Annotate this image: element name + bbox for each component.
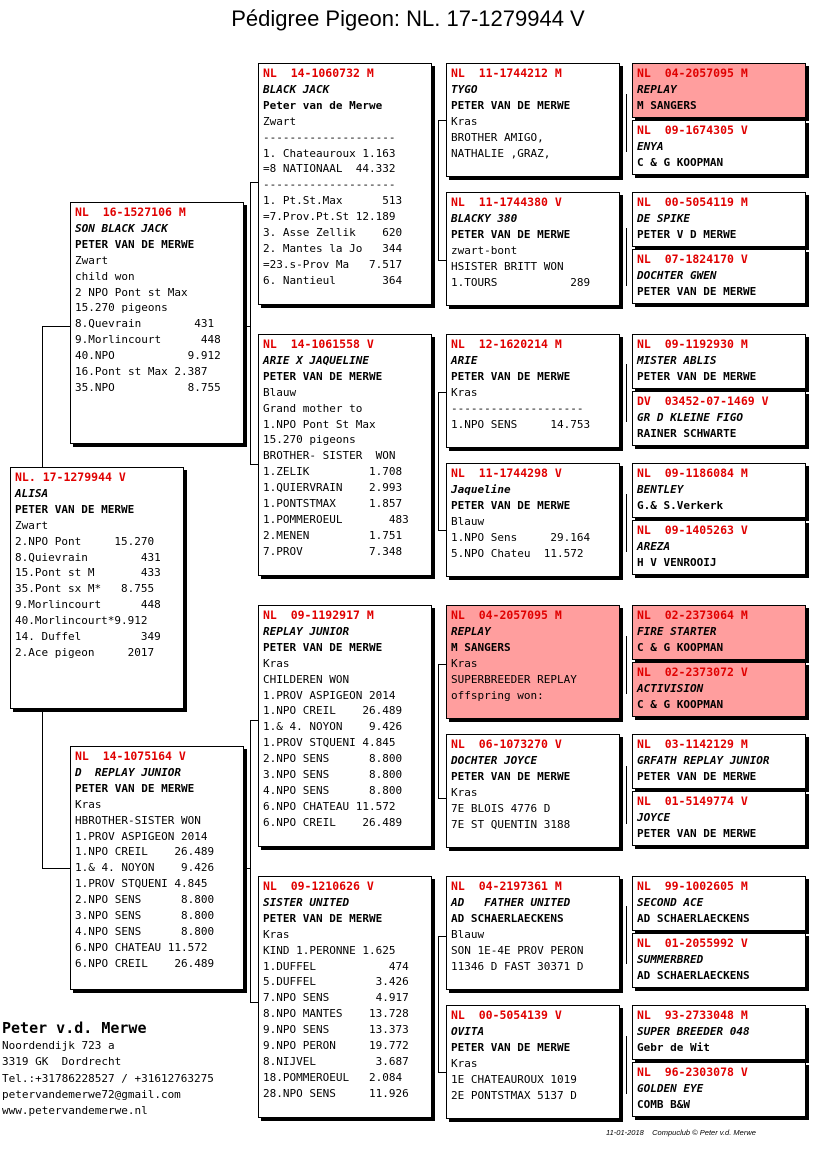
ring-number: NL 01-2055992 V [637, 936, 748, 950]
info-line: 15.270 pigeons [75, 301, 168, 315]
connector [42, 326, 70, 327]
info-line: 8.NIJVEL 3.687 [263, 1054, 409, 1068]
info-line: Kras [451, 114, 478, 128]
breeder: PETER VAN DE MERWE [263, 911, 383, 925]
pigeon-card-g7 [632, 463, 806, 518]
info-line: 40.NPO 9.912 [75, 349, 221, 363]
info-line: 6.NPO CHATEAU 11.572 [75, 940, 208, 954]
info-line: 6. Nantieul 364 [263, 273, 403, 287]
info-line: child won [75, 269, 135, 283]
ring-number: NL 04-2057095 M [451, 608, 562, 622]
pigeon-name: TYGO [451, 82, 478, 96]
pigeon-name: D REPLAY JUNIOR [75, 765, 181, 779]
pigeon-card-sds [446, 334, 620, 448]
pigeon-card-g3 [632, 192, 806, 247]
info-line: 1.& 4. NOYON 9.426 [75, 861, 215, 875]
breeder: AD SCHAERLAECKENS [451, 911, 564, 925]
info-line: Blauw [451, 927, 485, 941]
pigeon-name: FIRE STARTER [637, 624, 717, 638]
pigeon-name: Jaqueline [451, 482, 511, 496]
connector [438, 120, 446, 121]
pigeon-card-sd [258, 334, 432, 576]
pigeon-card-g10 [632, 662, 806, 717]
pigeon-name: ARIE X JAQUELINE [263, 353, 369, 367]
pigeon-card-g16 [632, 1062, 806, 1117]
info-line: NATHALIE ,GRAZ, [451, 146, 551, 160]
connector [438, 936, 446, 937]
breeder: PETER VAN DE MERWE [451, 769, 571, 783]
pigeon-card-ddd [446, 1005, 620, 1119]
info-line: 1.PROV ASPIGEON 2014 [263, 688, 396, 702]
owner-info [2, 1018, 214, 1119]
pigeon-name: BLACKY 380 [451, 211, 518, 225]
info-line: Kras [451, 1056, 478, 1070]
breeder: PETER VAN DE MERWE [263, 640, 383, 654]
connector [42, 326, 43, 471]
info-line: 4.NPO SENS 8.800 [263, 783, 403, 797]
pigeon-name: REPLAY [451, 624, 491, 638]
pigeon-card-g13 [632, 876, 806, 931]
ring-number: NL 96-2303078 V [637, 1065, 748, 1079]
pigeon-name: JOYCE [637, 810, 671, 824]
ring-number: NL 09-1674305 V [637, 123, 748, 137]
ring-number: NL 11-1744380 V [451, 195, 562, 209]
pigeon-name: SISTER UNITED [263, 895, 350, 909]
owner-email: petervandemerwe72@gmail.com [2, 1087, 181, 1101]
breeder: PETER VAN DE MERWE [637, 284, 757, 298]
pigeon-card-ss [258, 63, 432, 305]
info-line: 5.DUFFEL 3.426 [263, 975, 409, 989]
ring-number: NL 07-1824170 V [637, 252, 748, 266]
pigeon-card-dsd [446, 734, 620, 848]
pigeon-card-g1 [632, 63, 806, 118]
info-line: 14. Duffel 349 [15, 630, 161, 644]
breeder: PETER VAN DE MERWE [15, 502, 135, 516]
connector [438, 392, 439, 530]
breeder: PETER VAN DE MERWE [263, 369, 383, 383]
breeder: G.& S.Verkerk [637, 498, 724, 512]
ring-number: NL 00-5054119 M [637, 195, 748, 209]
connector [250, 464, 258, 465]
connector [438, 530, 446, 531]
page-title: Pédigree Pigeon: NL. 17-1279944 V [231, 6, 585, 31]
info-line: 4.NPO SENS 8.800 [75, 924, 215, 938]
info-line: Kras [263, 927, 290, 941]
pigeon-name: ARIE [451, 353, 478, 367]
ring-number: NL 06-1073270 V [451, 737, 562, 751]
info-line: -------------------- [263, 130, 396, 144]
ring-number: NL 00-5054139 V [451, 1008, 562, 1022]
pigeon-name: SON BLACK JACK [75, 221, 168, 235]
ring-number: NL 09-1210626 V [263, 879, 374, 893]
pigeon-name: BLACK JACK [263, 82, 330, 96]
ring-number: NL 09-1405263 V [637, 523, 748, 537]
breeder: PETER VAN DE MERWE [451, 369, 571, 383]
info-line: 28.NPO SENS 11.926 [263, 1086, 409, 1100]
pigeon-card-sdd [446, 463, 620, 577]
breeder: AD SCHAERLAECKENS [637, 911, 750, 925]
info-line: 7.NPO SENS 4.917 [263, 991, 409, 1005]
pigeon-card-dss [446, 605, 620, 719]
ring-number: NL 09-1192917 M [263, 608, 374, 622]
pigeon-name: DOCHTER JOYCE [451, 753, 538, 767]
pigeon-card-g15 [632, 1005, 806, 1060]
ring-number: NL 04-2197361 M [451, 879, 562, 893]
pigeon-name: MISTER ABLIS [637, 353, 717, 367]
breeder: M SANGERS [451, 640, 511, 654]
connector [626, 228, 627, 286]
info-line: 1.NPO CREIL 26.489 [75, 845, 215, 859]
pigeon-card-dds [446, 876, 620, 990]
connector [438, 664, 446, 665]
pigeon-name: REPLAY [637, 82, 677, 96]
ring-number: NL 14-1060732 M [263, 66, 374, 80]
info-line: BROTHER- SISTER WON [263, 449, 396, 463]
breeder: H V VENROOIJ [637, 555, 717, 569]
info-line: 1.PROV STQUENI 4.845 [263, 736, 396, 750]
info-line: 1.& 4. NOYON 9.426 [263, 720, 403, 734]
info-line: 35.NPO 8.755 [75, 380, 221, 394]
info-line: 9.Morlincourt 448 [75, 333, 221, 347]
pigeon-card-g9 [632, 605, 806, 660]
ring-number: NL 12-1620214 M [451, 337, 562, 351]
info-line: 1.NPO Sens 29.164 [451, 530, 591, 544]
connector [438, 1072, 446, 1073]
breeder: PETER VAN DE MERWE [637, 769, 757, 783]
info-line: Grand mother to [263, 401, 363, 415]
breeder: M SANGERS [637, 98, 697, 112]
pigeon-card-g6 [632, 391, 806, 446]
pigeon-name: GR D KLEINE FIGO [637, 410, 743, 424]
ring-number: NL 14-1075164 V [75, 749, 186, 763]
info-line: 1.PROV ASPIGEON 2014 [75, 829, 208, 843]
pigeon-card-g8 [632, 520, 806, 575]
ring-number: NL 11-1744298 V [451, 466, 562, 480]
info-line: 1.PROV STQUENI 4.845 [75, 877, 208, 891]
pigeon-name: AD FATHER UNITED [451, 895, 571, 909]
pigeon-name: SUMMERBRED [637, 952, 704, 966]
connector [626, 494, 627, 552]
breeder: RAINER SCHWARTE [637, 426, 737, 440]
pigeon-card-subject [10, 467, 184, 709]
connector [438, 798, 446, 799]
info-line: 2E PONTSTMAX 5137 D [451, 1088, 577, 1102]
info-line: 15.Pont st M 433 [15, 566, 161, 580]
info-line: 3.NPO SENS 8.800 [263, 768, 403, 782]
info-line: 2.NPO SENS 8.800 [75, 893, 215, 907]
info-line: 3. Asse Zellik 620 [263, 226, 403, 240]
info-line: 1.POMMEROEUL 483 [263, 512, 409, 526]
connector [42, 868, 70, 869]
pigeon-card-sss [446, 63, 620, 177]
breeder: PETER V D MERWE [637, 227, 737, 241]
breeder: C & G KOOPMAN [637, 697, 724, 711]
pigeon-name: REPLAY JUNIOR [263, 624, 350, 638]
info-line: zwart-bont [451, 243, 518, 257]
info-line: 35.Pont sx M* 8.755 [15, 582, 155, 596]
breeder: PETER VAN DE MERWE [451, 98, 571, 112]
pigeon-name: ENYA [637, 139, 664, 153]
info-line: 7E BLOIS 4776 D [451, 801, 551, 815]
footer-credit: 11-01-2018 Compuclub © Peter v.d. Merwe [606, 1128, 756, 1137]
breeder: AD SCHAERLAECKENS [637, 968, 750, 982]
ring-number: NL 02-2373072 V [637, 665, 748, 679]
info-line: 8.NPO MANTES 13.728 [263, 1007, 409, 1021]
info-line: 9.NPO SENS 13.373 [263, 1023, 409, 1037]
info-line: 1.PONTSTMAX 1.857 [263, 497, 403, 511]
pigeon-card-sire [70, 202, 244, 444]
ring-number: DV 03452-07-1469 V [637, 394, 769, 408]
info-line: Blauw [451, 514, 485, 528]
connector [250, 182, 258, 183]
info-line: 2.NPO Pont 15.270 [15, 534, 155, 548]
pigeon-name: BENTLEY [637, 482, 684, 496]
info-line: 1.NPO SENS 14.753 [451, 417, 591, 431]
info-line: 5.NPO Chateu 11.572 [451, 546, 584, 560]
info-line: Blauw [263, 385, 297, 399]
info-line: CHILDEREN WON [263, 672, 350, 686]
breeder: PETER VAN DE MERWE [451, 498, 571, 512]
info-line: 9.NPO PERON 19.772 [263, 1039, 409, 1053]
pigeon-card-dam [70, 746, 244, 990]
breeder: PETER VAN DE MERWE [637, 826, 757, 840]
connector [250, 182, 251, 464]
info-line: Kras [451, 656, 478, 670]
breeder: PETER VAN DE MERWE [451, 1040, 571, 1054]
pigeon-card-g2 [632, 120, 806, 175]
pigeon-name: AREZA [637, 539, 671, 553]
info-line: 2.NPO SENS 8.800 [263, 752, 403, 766]
info-line: 1.TOURS 289 [451, 275, 591, 289]
ring-number: NL 09-1192930 M [637, 337, 748, 351]
pigeon-name: SECOND ACE [637, 895, 704, 909]
info-line: Kras [263, 656, 290, 670]
connector [626, 364, 627, 422]
info-line: -------------------- [451, 401, 584, 415]
connector [626, 94, 627, 152]
connector [626, 906, 627, 964]
connector [438, 664, 439, 798]
breeder: PETER VAN DE MERWE [451, 227, 571, 241]
connector [244, 326, 250, 327]
pigeon-card-dd [258, 876, 432, 1118]
pigeon-card-g12 [632, 791, 806, 846]
connector [626, 766, 627, 824]
ring-number: NL 93-2733048 M [637, 1008, 748, 1022]
connector [250, 1002, 258, 1003]
info-line: 9.Morlincourt 448 [15, 598, 161, 612]
connector [438, 260, 446, 261]
pigeon-name: OVITA [451, 1024, 485, 1038]
connector [244, 868, 250, 869]
info-line: 6.NPO CREIL 26.489 [263, 815, 403, 829]
connector [438, 392, 446, 393]
info-line: 1E CHATEAUROUX 1019 [451, 1072, 577, 1086]
connector [42, 708, 43, 868]
breeder: PETER VAN DE MERWE [637, 369, 757, 383]
connector [626, 1036, 627, 1094]
info-line: =23.s-Prov Ma 7.517 [263, 257, 403, 271]
connector [438, 936, 439, 1072]
info-line: SON 1E-4E PROV PERON [451, 943, 584, 957]
breeder: PETER VAN DE MERWE [75, 237, 195, 251]
owner-postcode: 3319 GK Dordrecht [2, 1055, 122, 1069]
info-line: BROTHER AMIGO, [451, 130, 544, 144]
info-line: =8 NATIONAAL 44.332 [263, 162, 396, 176]
info-line: SUPERBREEDER REPLAY [451, 672, 577, 686]
ring-number: NL 16-1527106 M [75, 205, 186, 219]
info-line: 8.Quevrain 431 [75, 317, 215, 331]
breeder: COMB B&W [637, 1097, 690, 1111]
info-line: KIND 1.PERONNE 1.625 [263, 943, 396, 957]
pigeon-card-ds [258, 605, 432, 847]
info-line: 40.Morlincourt*9.912 [15, 614, 148, 628]
info-line: 1.NPO CREIL 26.489 [263, 704, 403, 718]
ring-number: NL 04-2057095 M [637, 66, 748, 80]
ring-number: NL 99-1002605 M [637, 879, 748, 893]
info-line: Zwart [263, 114, 297, 128]
pigeon-name: GRFATH REPLAY JUNIOR [637, 753, 770, 767]
pigeon-name: SUPER BREEDER 048 [637, 1024, 750, 1038]
info-line: 1.QUIERVRAIN 2.993 [263, 481, 403, 495]
info-line: -------------------- [263, 178, 396, 192]
pigeon-name: DOCHTER GWEN [637, 268, 717, 282]
info-line: =7.Prov.Pt.St 12.189 [263, 210, 396, 224]
info-line: 7.PROV 7.348 [263, 544, 403, 558]
info-line: 8.Quievrain 431 [15, 550, 161, 564]
info-line: HSISTER BRITT WON [451, 259, 564, 273]
pigeon-name: ACTIVISION [637, 681, 704, 695]
owner-address: Noordendijk 723 a [2, 1039, 115, 1052]
info-line: 1. Pt.St.Max 513 [263, 194, 403, 208]
pigeon-card-g5 [632, 334, 806, 389]
connector [250, 720, 251, 1002]
info-line: 6.NPO CHATEAU 11.572 [263, 799, 396, 813]
ring-number: NL 09-1186084 M [637, 466, 748, 480]
info-line: Kras [451, 785, 478, 799]
connector [438, 120, 439, 260]
info-line: Zwart [15, 518, 49, 532]
owner-phone: Tel.:+31786228527 / +31612763275 [2, 1071, 214, 1085]
breeder: C & G KOOPMAN [637, 155, 724, 169]
ring-number: NL 01-5149774 V [637, 794, 748, 808]
pigeon-card-g11 [632, 734, 806, 789]
info-line: 2. Mantes la Jo 344 [263, 241, 403, 255]
pigeon-name: GOLDEN EYE [637, 1081, 704, 1095]
ring-number: NL 14-1061558 V [263, 337, 374, 351]
breeder: PETER VAN DE MERWE [75, 781, 195, 795]
info-line: 2 NPO Pont st Max [75, 285, 188, 299]
breeder: Gebr de Wit [637, 1040, 710, 1054]
pigeon-name: DE SPIKE [637, 211, 690, 225]
info-line: 16.Pont st Max 2.387 [75, 365, 208, 379]
ring-number: NL 03-1142129 M [637, 737, 748, 751]
pigeon-name: ALISA [15, 486, 49, 500]
info-line: 11346 D FAST 30371 D [451, 959, 584, 973]
info-line: 2.Ace pigeon 2017 [15, 645, 155, 659]
info-line: 7E ST QUENTIN 3188 [451, 817, 571, 831]
info-line: 1.NPO Pont St Max [263, 417, 376, 431]
owner-website: www.petervandemerwe.nl [2, 1104, 148, 1118]
info-line: Zwart [75, 253, 109, 267]
pigeon-card-g14 [632, 933, 806, 988]
connector [626, 636, 627, 694]
info-line: HBROTHER-SISTER WON [75, 813, 201, 827]
info-line: 1.ZELIK 1.708 [263, 465, 403, 479]
info-line: 15.270 pigeons [263, 433, 356, 447]
info-line: 3.NPO SENS 8.800 [75, 909, 215, 923]
info-line: 1. Chateauroux 1.163 [263, 146, 396, 160]
info-line: 1.DUFFEL 474 [263, 959, 409, 973]
info-line: Kras [451, 385, 478, 399]
owner-name: Peter v.d. Merwe [2, 1019, 147, 1037]
info-line: 18.POMMEROEUL 2.084 [263, 1070, 403, 1084]
pigeon-card-ssd [446, 192, 620, 306]
info-line: 2.MENEN 1.751 [263, 528, 403, 542]
breeder: C & G KOOPMAN [637, 640, 724, 654]
ring-number: NL. 17-1279944 V [15, 470, 126, 484]
info-line: 6.NPO CREIL 26.489 [75, 956, 215, 970]
info-line: offspring won: [451, 688, 544, 702]
connector [250, 720, 258, 721]
info-line: Kras [75, 797, 102, 811]
pigeon-card-g4 [632, 249, 806, 304]
ring-number: NL 11-1744212 M [451, 66, 562, 80]
breeder: Peter van de Merwe [263, 98, 383, 112]
ring-number: NL 02-2373064 M [637, 608, 748, 622]
